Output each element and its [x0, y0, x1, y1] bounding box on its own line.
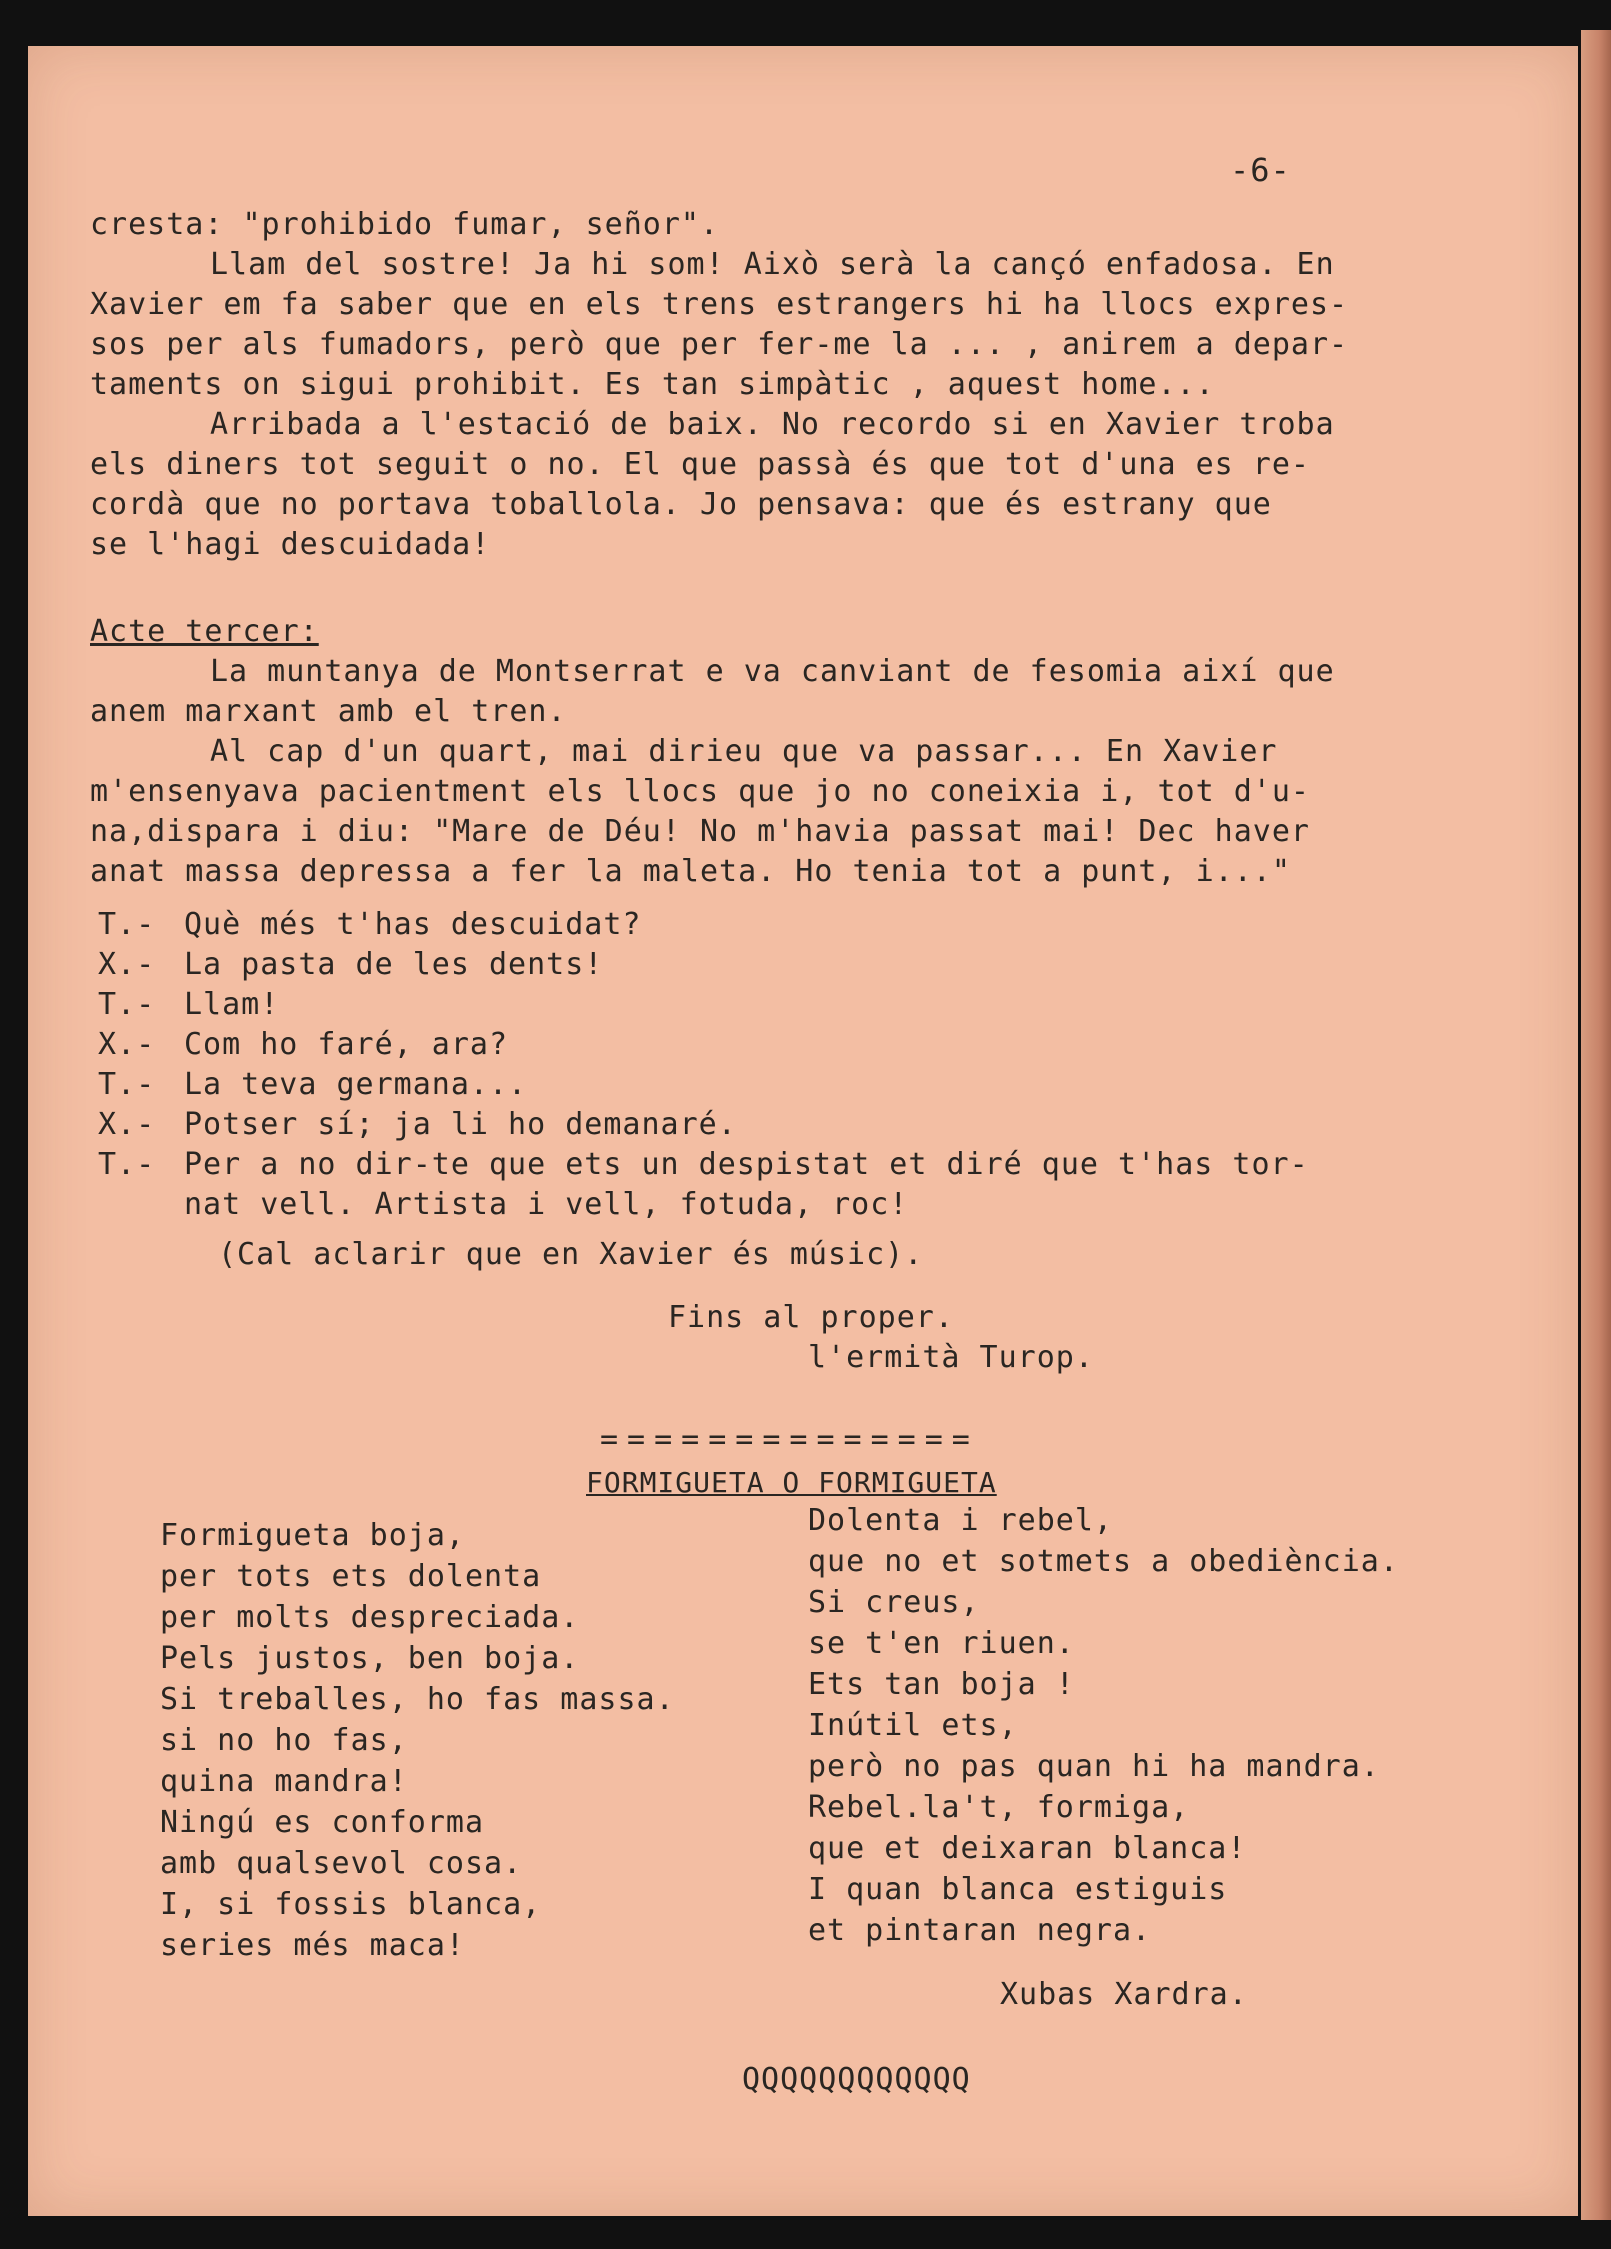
poem-line: et pintaran negra.	[808, 1913, 1152, 1948]
signoff-line: Fins al proper.	[668, 1300, 954, 1335]
speech: Com ho faré, ara?	[184, 1027, 509, 1062]
poem-line: per tots ets dolenta	[160, 1559, 542, 1594]
poem-line: Rebel.la't, formiga,	[808, 1790, 1190, 1825]
dialogue-line	[98, 1105, 1309, 1145]
signoff-signature: l'ermità Turop.	[808, 1340, 1094, 1375]
speech: Per a no dir-te que ets un despistat et diré que t'has tor-	[184, 1147, 1309, 1182]
text-line: taments on sigui prohibit. Es tan simpàtic , aquest home...	[90, 367, 1215, 402]
poem-line: quina mandra!	[160, 1764, 408, 1799]
poem-line: però no pas quan hi ha mandra.	[808, 1749, 1380, 1784]
poem-line: Si treballes, ho fas massa.	[160, 1682, 675, 1717]
text-line: Llam del sostre! Ja hi som! Això serà la cançó enfadosa. En	[210, 247, 1335, 282]
poem-right-column	[808, 1500, 1399, 1951]
speaker: T.-	[98, 1147, 156, 1182]
speech: Què més t'has descuidat?	[184, 907, 642, 942]
text-line: sos per als fumadors, però que per fer-me la ... , anirem a depar-	[90, 327, 1349, 362]
dialogue-line	[98, 985, 1309, 1025]
dialogue-line	[98, 1025, 1309, 1065]
speech: Potser sí; ja li ho demanaré.	[184, 1107, 737, 1142]
poem-line: series més maca!	[160, 1928, 465, 1963]
text-line: anem marxant amb el tren.	[90, 694, 567, 729]
text-line: Arribada a l'estació de baix. No recordo si en Xavier troba	[210, 407, 1335, 442]
text-line: na,dispara i diu: "Mare de Déu! No m'havia passat mai! Dec haver	[90, 814, 1310, 849]
poem-line: per molts despreciada.	[160, 1600, 580, 1635]
dialogue-line	[98, 945, 1309, 985]
poem-line: Si creus,	[808, 1585, 980, 1620]
speaker: X.-	[98, 947, 156, 982]
dialogue-line	[98, 1065, 1309, 1105]
ornament-divider: QQQQQQQQQQQQ	[742, 2062, 971, 2097]
speaker: T.-	[98, 1067, 156, 1102]
dialogue	[98, 905, 1309, 1225]
speech: La teva germana...	[184, 1067, 528, 1102]
speaker: X.-	[98, 1027, 156, 1062]
dialogue-line	[98, 1145, 1309, 1185]
poem-line: si no ho fas,	[160, 1723, 408, 1758]
poem-line: se t'en riuen.	[808, 1626, 1075, 1661]
text-line: els diners tot seguit o no. El que passà és que tot d'una es re-	[90, 447, 1310, 482]
poem-line: I quan blanca estiguis	[808, 1872, 1228, 1907]
act-paragraph-1	[90, 652, 1450, 732]
act-heading: Acte tercer:	[90, 614, 319, 649]
text-line: Al cap d'un quart, mai dirieu que va passar... En Xavier	[210, 734, 1278, 769]
speaker: T.-	[98, 907, 156, 942]
speech: Llam!	[184, 987, 280, 1022]
signoff	[668, 1298, 1094, 1378]
poem-author: Xubas Xardra.	[1000, 1977, 1248, 2012]
paragraph-1	[90, 205, 1450, 245]
speech: nat vell. Artista i vell, fotuda, roc!	[184, 1187, 909, 1222]
poem-line: Dolenta i rebel,	[808, 1503, 1113, 1538]
poem-line: Ningú es conforma	[160, 1805, 485, 1840]
speaker	[98, 1185, 184, 1225]
text-line: Xavier em fa saber que en els trens estrangers hi ha llocs expres-	[90, 287, 1349, 322]
paragraph-2	[90, 245, 1450, 405]
poem-line: Formigueta boja,	[160, 1518, 465, 1553]
poem-line: Ets tan boja !	[808, 1667, 1075, 1702]
poem-line: que et deixaran blanca!	[808, 1831, 1247, 1866]
page-number: -6-	[1230, 151, 1291, 189]
text-line: se l'hagi descuidada!	[90, 527, 491, 562]
separator: ==============	[600, 1422, 979, 1457]
speaker: X.-	[98, 1107, 156, 1142]
poem-line: Pels justos, ben boja.	[160, 1641, 580, 1676]
text-line: cresta: "prohibido fumar, señor".	[90, 207, 720, 242]
speech: La pasta de les dents!	[184, 947, 604, 982]
text-line: La muntanya de Montserrat e va canviant de fesomia així que	[210, 654, 1335, 689]
text-line: cordà que no portava toballola. Jo pensava: que és estrany que	[90, 487, 1272, 522]
poem-left-column	[160, 1515, 675, 1966]
poem-line: I, si fossis blanca,	[160, 1887, 542, 1922]
note: (Cal aclarir que en Xavier és músic).	[218, 1237, 924, 1272]
dialogue-line	[98, 905, 1309, 945]
speaker: T.-	[98, 987, 156, 1022]
text-line: m'ensenyava pacientment els llocs que jo no coneixia i, tot d'u-	[90, 774, 1310, 809]
page-edge	[1581, 30, 1611, 2220]
poem-line: amb qualsevol cosa.	[160, 1846, 523, 1881]
poem-line: que no et sotmets a obediència.	[808, 1544, 1399, 1579]
act-paragraph-2	[90, 732, 1450, 892]
text-line: anat massa depressa a fer la maleta. Ho tenia tot a punt, i..."	[90, 854, 1291, 889]
poem-line: Inútil ets,	[808, 1708, 1018, 1743]
paragraph-3	[90, 405, 1450, 565]
poem-title: FORMIGUETA O FORMIGUETA	[586, 1466, 997, 1499]
dialogue-line	[98, 1185, 1309, 1225]
